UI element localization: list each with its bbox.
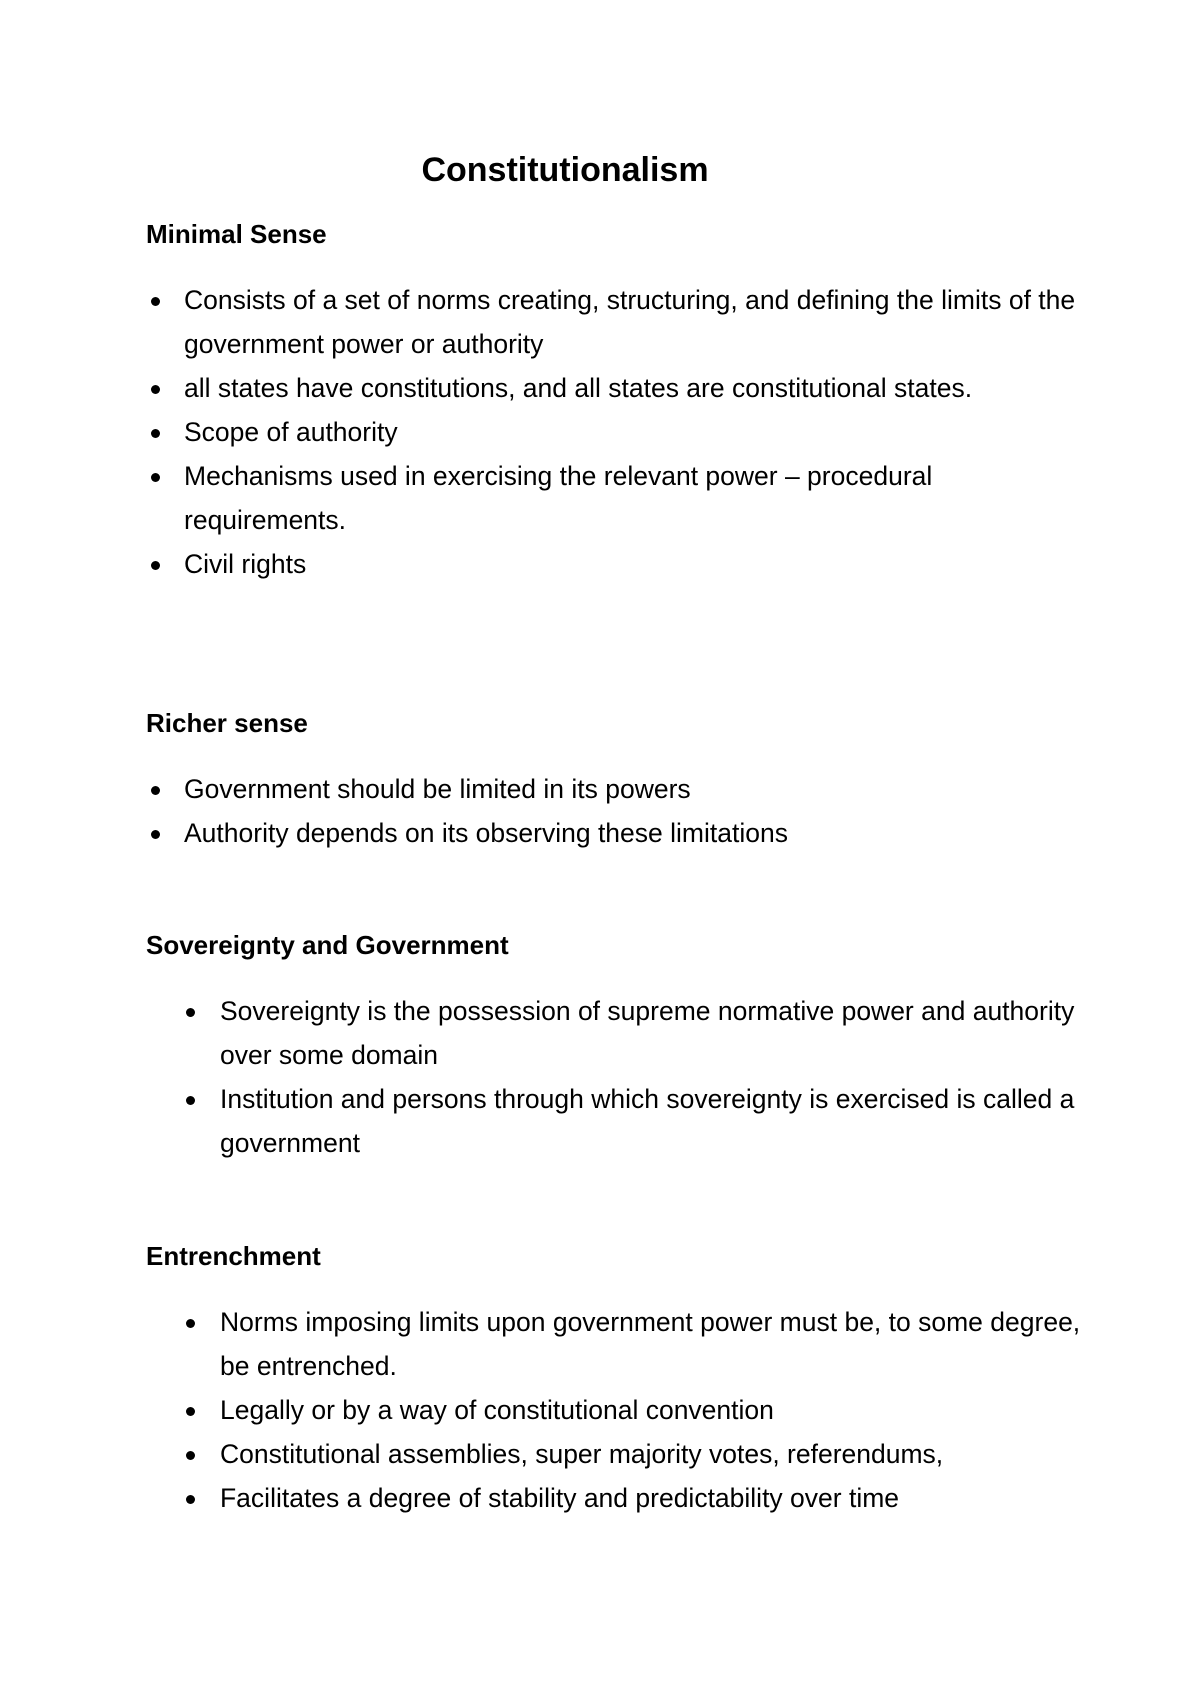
- bullet-icon: [186, 1451, 195, 1460]
- bullet-icon: [151, 385, 160, 394]
- section-minimal-sense: [146, 218, 1086, 586]
- list-item: [146, 410, 1086, 454]
- bullet-icon: [151, 473, 160, 482]
- section-richer-sense: [146, 707, 1086, 855]
- bullet-icon: [151, 786, 160, 795]
- bullet-icon: [186, 1319, 195, 1328]
- bullet-icon: [186, 1495, 195, 1504]
- section-heading: Sovereignty and Government: [146, 930, 509, 960]
- section-heading: Richer sense: [146, 708, 308, 738]
- bullet-list: [146, 767, 1086, 855]
- list-item-text: Scope of authority: [184, 417, 398, 447]
- bullet-icon: [186, 1096, 195, 1105]
- bullet-icon: [151, 429, 160, 438]
- list-item-text: Consists of a set of norms creating, structuring, and defining the limits of the government power or authority: [184, 285, 1076, 359]
- bullet-icon: [151, 297, 160, 306]
- list-item: [146, 454, 1086, 542]
- bullet-list: [146, 278, 1086, 586]
- list-item-text: Mechanisms used in exercising the relevant power – procedural requirements.: [184, 461, 933, 535]
- list-item: [146, 1077, 1086, 1165]
- list-item-text: Legally or by a way of constitutional convention: [220, 1395, 774, 1425]
- bullet-icon: [151, 830, 160, 839]
- list-item: [146, 767, 1086, 811]
- list-item-text: Institution and persons through which sovereignty is exercised is called a government: [220, 1084, 1075, 1158]
- list-item: [146, 1476, 1086, 1520]
- list-item: [146, 1388, 1086, 1432]
- list-item-text: Norms imposing limits upon government power must be, to some degree, be entrenched.: [220, 1307, 1081, 1381]
- bullet-icon: [151, 561, 160, 570]
- section-entrenchment: [146, 1240, 1086, 1520]
- list-item: [146, 366, 1086, 410]
- list-item: [146, 1300, 1086, 1388]
- bullet-list: [146, 989, 1086, 1165]
- bullet-list: [146, 1300, 1086, 1520]
- list-item: [146, 542, 1086, 586]
- document-title: Constitutionalism: [421, 151, 709, 189]
- list-item-text: Facilitates a degree of stability and predictability over time: [220, 1483, 900, 1513]
- list-item-text: Government should be limited in its powers: [184, 774, 691, 804]
- list-item: [146, 811, 1086, 855]
- list-item: [146, 1432, 1086, 1476]
- section-heading: Minimal Sense: [146, 219, 327, 249]
- list-item-text: all states have constitutions, and all states are constitutional states.: [184, 373, 973, 403]
- list-item-text: Sovereignty is the possession of supreme normative power and authority over some domain: [220, 996, 1075, 1070]
- list-item: [146, 278, 1086, 366]
- list-item-text: Civil rights: [184, 549, 307, 579]
- section-sovereignty-and-government: [146, 929, 1086, 1165]
- list-item-text: Constitutional assemblies, super majority votes, referendums,: [220, 1439, 944, 1469]
- bullet-icon: [186, 1008, 195, 1017]
- bullet-icon: [186, 1407, 195, 1416]
- section-heading: Entrenchment: [146, 1241, 321, 1271]
- list-item: [146, 989, 1086, 1077]
- list-item-text: Authority depends on its observing these limitations: [184, 818, 788, 848]
